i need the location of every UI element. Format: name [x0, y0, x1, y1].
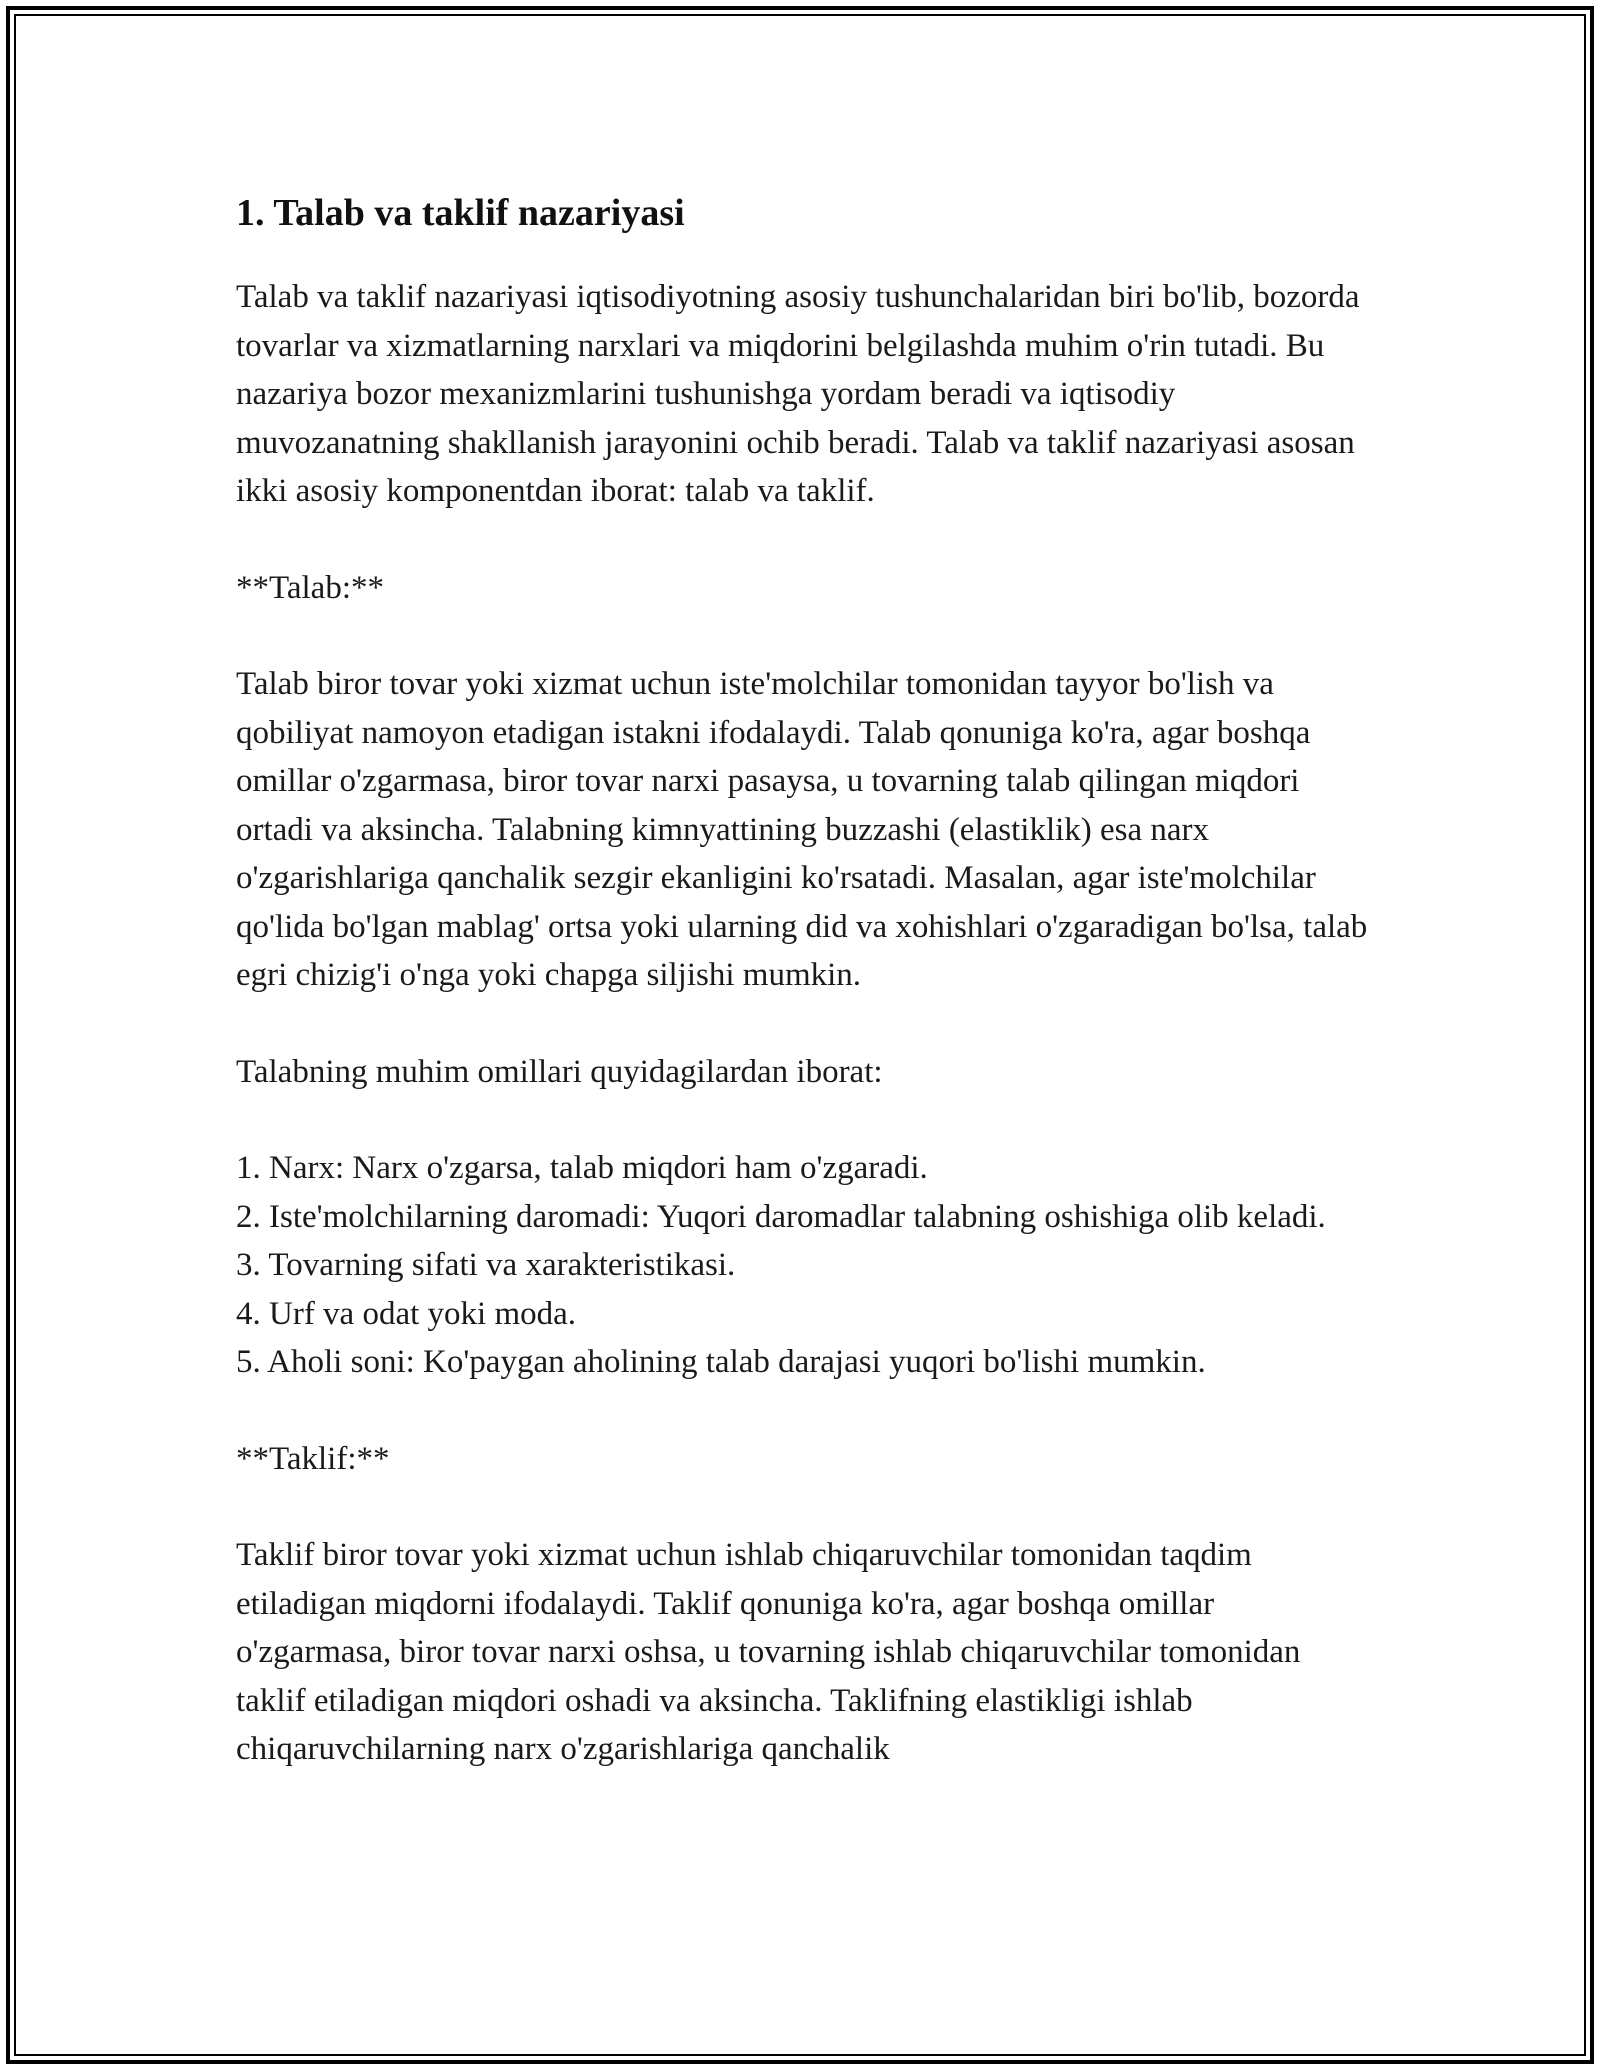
demand-heading: **Talab:** [236, 569, 384, 606]
factors-list [236, 1144, 1376, 1387]
list-item: 5. Aholi soni: Ko'paygan aholining talab darajasi yuqori bo'lishi mumkin. [236, 1344, 1206, 1380]
list-item: 2. Iste'molchilarning daromadi: Yuqori daromadlar talabning oshishiga olib keladi. [236, 1198, 1326, 1235]
list-item: 3. Tovarning sifati va xarakteristikasi. [236, 1247, 736, 1283]
list-item: 4. Urf va odat yoki moda. [236, 1295, 577, 1332]
document-title: 1. Talab va taklif nazariyasi [236, 192, 685, 234]
supply-heading: **Taklif:** [236, 1440, 390, 1477]
factors-intro: Talabning muhim omillari quyidagilardan iborat: [236, 1053, 883, 1090]
intro-paragraph: Talab va taklif nazariyasi iqtisodiyotning asosiy tushunchalaridan biri bo'lib, bozorda tovarlar va xizmatlarning narxlari va miqdorini belgilashda muhim o'rin tutadi. Bu nazariya bozor mexanizmlarini tushunishga yordam beradi va iqtisodiy muvozanatning shakllanish jarayonini ochib beradi. Talab va taklif nazariyasi asosan ikki asosiy komponentdan iborat: talab va taklif. [236, 279, 1360, 509]
demand-paragraph: Talab biror tovar yoki xizmat uchun iste'molchilar tomonidan tayyor bo'lish va qobiliyat namoyon etadigan istakni ifodalaydi. Talab qonuniga ko'ra, agar boshqa omillar o'zgarmasa, biror tovar narxi pasaysa, u tovarning talab qilingan miqdori ortadi va aksincha. Talabning kimnyattining buzzashi (elastiklik) esa narx o'zgarishlariga qanchalik sezgir ekanligini ko'rsatadi. Masalan, agar iste'molchilar qo'lida bo'lgan mablag' ortsa yoki ularning did va xohishlari o'zgaradigan bo'lsa, talab egri chizig'i o'nga yoki chapga siljishi mumkin. [236, 666, 1368, 993]
document-body [236, 186, 1376, 1822]
supply-paragraph: Taklif biror tovar yoki xizmat uchun ishlab chiqaruvchilar tomonidan taqdim etiladigan miqdorni ifodalaydi. Taklif qonuniga ko'ra, agar boshqa omillar o'zgarmasa, biror tovar narxi oshsa, u tovarning ishlab chiqaruvchilar tomonidan taklif etiladigan miqdori oshadi va aksincha. Taklifning elastikligi ishlab chiqaruvchilarning narx o'zgarishlariga qanchalik [236, 1537, 1301, 1767]
list-item: 1. Narx: Narx o'zgarsa, talab miqdori ham o'zgaradi. [236, 1150, 928, 1186]
